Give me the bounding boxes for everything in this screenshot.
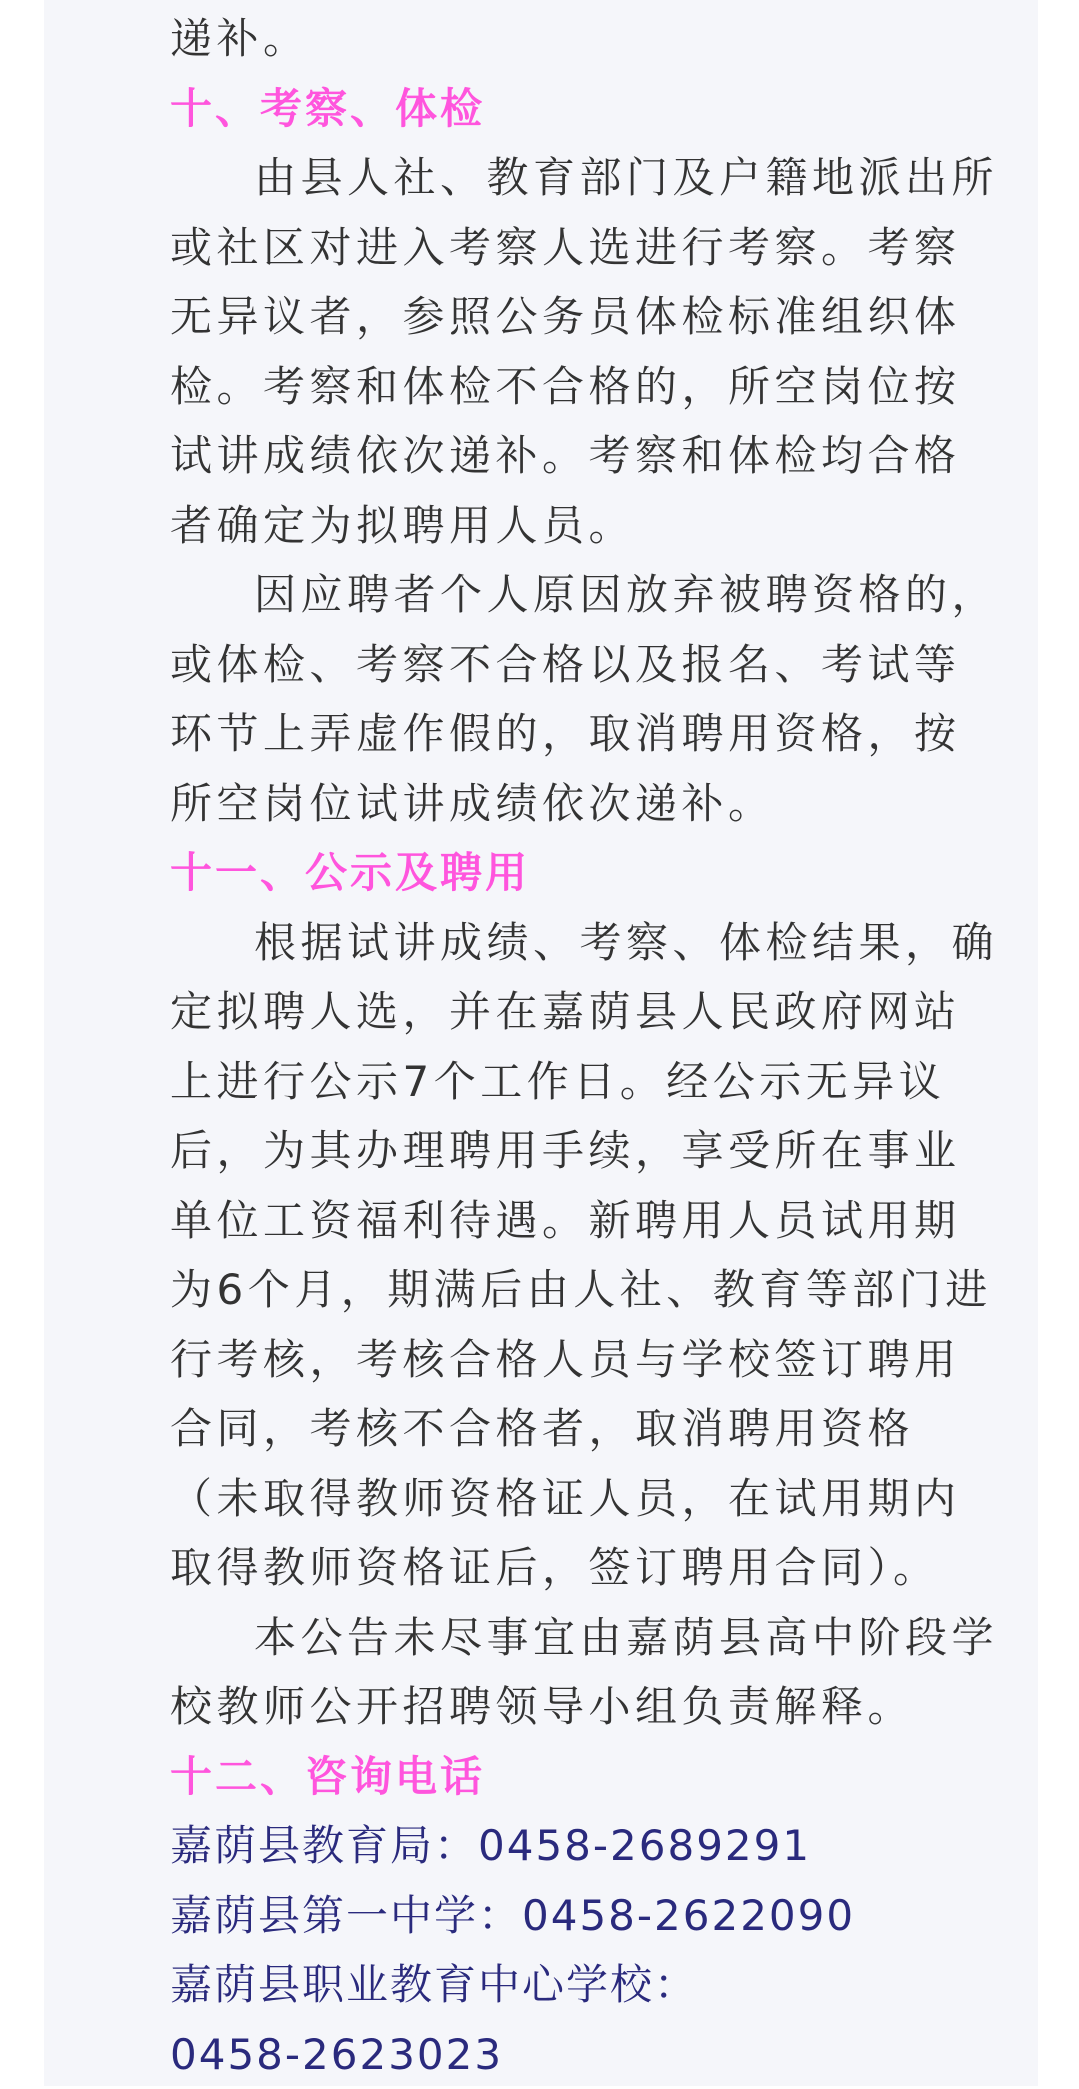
section-heading-10: 十、考察、体检 bbox=[170, 74, 1000, 144]
contact-vocational-school-number: 0458-2623023 bbox=[170, 2020, 1000, 2089]
contact-vocational-school-label: 嘉荫县职业教育中心学校： bbox=[170, 1950, 1000, 2020]
paragraph-interpretation: 本公告未尽事宜由嘉荫县高中阶段学校教师公开招聘领导小组负责解释。 bbox=[170, 1603, 1000, 1742]
paragraph-inspection: 由县人社、教育部门及户籍地派出所或社区对进入考察人选进行考察。考察无异议者，参照公务员体检标准组织体检。考察和体检不合格的，所空岗位按试讲成绩依次递补。考察和体检均合格者确定为拟聘用人员。 bbox=[170, 143, 1000, 560]
paragraph-continuation: 递补。 bbox=[170, 4, 1000, 74]
paragraph-publicity-hiring: 根据试讲成绩、考察、体检结果，确定拟聘人选，并在嘉荫县人民政府网站上进行公示7个工作日。经公示无异议后，为其办理聘用手续，享受所在事业单位工资福利待遇。新聘用人员试用期为6个月，期满后由人社、教育等部门进行考核，考核合格人员与学校签订聘用合同，考核不合格者，取消聘用资格（未取得教师资格证人员，在试用期内取得教师资格证后，签订聘用合同）。 bbox=[170, 908, 1000, 1603]
paragraph-disqualification: 因应聘者个人原因放弃被聘资格的，或体检、考察不合格以及报名、考试等环节上弄虚作假的，取消聘用资格，按所空岗位试讲成绩依次递补。 bbox=[170, 560, 1000, 838]
section-heading-11: 十一、公示及聘用 bbox=[170, 838, 1000, 908]
contact-education-bureau: 嘉荫县教育局：0458-2689291 bbox=[170, 1811, 1000, 1881]
contact-first-middle-school: 嘉荫县第一中学：0458-2622090 bbox=[170, 1881, 1000, 1951]
article-body bbox=[170, 4, 1000, 2089]
article-card bbox=[44, 0, 1038, 2086]
section-heading-12: 十二、咨询电话 bbox=[170, 1742, 1000, 1812]
